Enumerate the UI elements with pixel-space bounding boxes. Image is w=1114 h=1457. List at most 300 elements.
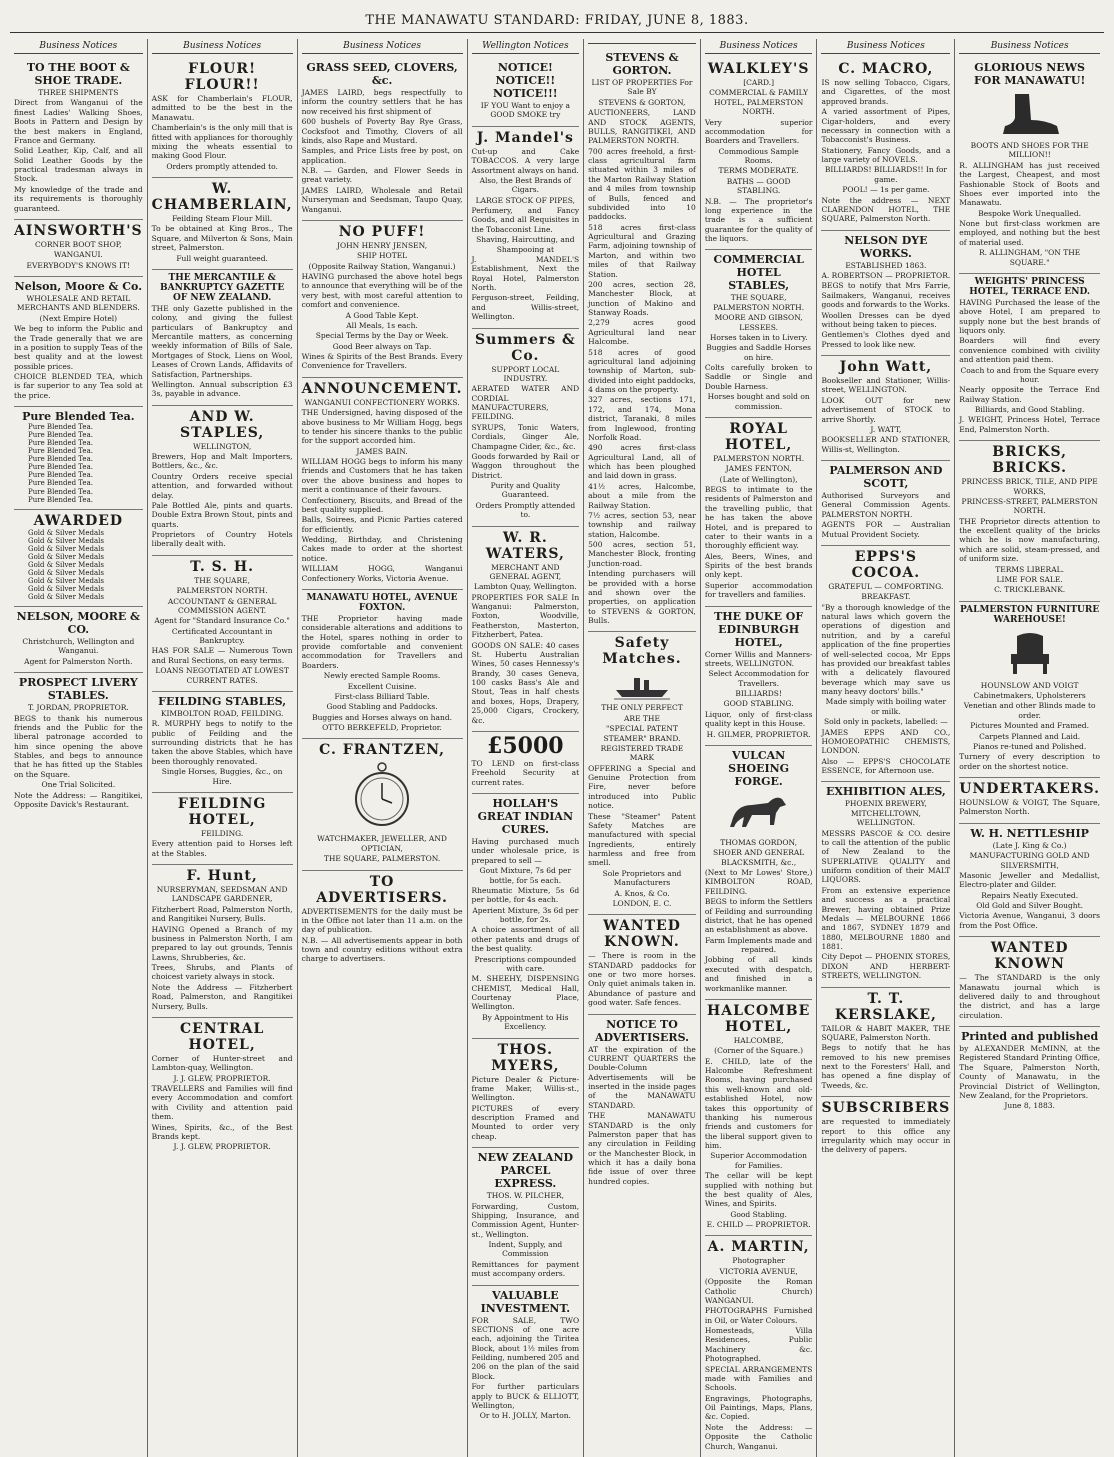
- ad-text: Corner of Hunter-street and Lambton-quay, Wellington.: [151, 1053, 293, 1073]
- ad-text: THE Undersigned, having disposed of the above business to Mr William Hogg, begs to tender his sincere thanks to the public for the support accorded him.: [301, 408, 463, 446]
- ad-text: Single Horses, Buggies, &c., on Hire.: [161, 767, 283, 786]
- ad-title: A. MARTIN,: [707, 1239, 810, 1256]
- ad-repeat-line: Pure Blended Tea.: [28, 479, 93, 488]
- ad-text: Coach to and from the Square every hour.: [960, 365, 1099, 384]
- ad-repeat-line: Pure Blended Tea.: [28, 439, 93, 448]
- column-7: [817, 39, 955, 1457]
- column-heading: Business Notices: [959, 39, 1100, 54]
- ad-title: FEILDING HOTEL,: [177, 795, 267, 828]
- column-6: [701, 39, 818, 1457]
- advertisement: [472, 1286, 580, 1427]
- ad-title: GRASS SEED, CLOVERS, &c.: [306, 61, 458, 87]
- ad-text: GOOD STABLING.: [723, 699, 794, 709]
- advertisement: [302, 871, 463, 970]
- ad-text: Direct from Wanganui of the finest Ladies' Walking Shoes, Boots in Pattern and Design by the best makers in England, France and Germany.: [14, 98, 143, 145]
- ad-text: Authorised Surveyors and General Commission Agents. PALMERSTON NORTH.: [821, 491, 951, 519]
- advertisement: [588, 1015, 696, 1193]
- ad-text: MESSRS PASCOE & CO. desire to call the attention of the public of New Zealand to the SUPERLATIVE QUALITY and uniform condition of their MALT LIQUORS.: [821, 828, 951, 885]
- advertisement: [959, 937, 1100, 1027]
- ad-text: AGENTS FOR — Australian Mutual Provident Society.: [821, 520, 951, 539]
- ad-text: J. J. GLEW, PROPRIETOR.: [173, 1073, 271, 1083]
- ad-text: June 8, 1883.: [1004, 1101, 1055, 1111]
- ad-title: THOS. MYERS,: [491, 1041, 560, 1074]
- ad-text: PALMERSTON NORTH.: [176, 586, 268, 596]
- ad-text: JAMES EPPS AND CO., HOMOEOPATHIC CHEMISTS, LONDON.: [821, 727, 951, 756]
- ad-text: One Trial Solicited.: [41, 780, 116, 790]
- advertisement: [302, 739, 463, 870]
- advertisement: [821, 356, 950, 461]
- ad-text: Ales, Beers, Wines, and Spirits of the best brands only kept.: [704, 551, 813, 580]
- ad-text: N.B. — The proprietor's long experience in the trade is a sufficient guarantee for the quality of the liquors.: [704, 196, 813, 243]
- ad-text: FOR SALE, TWO SECTIONS of one acre each, adjoining the Tiritea Block, about 1½ miles from Feilding, numbered 205 and 206 on the plan of the said Block.: [471, 1315, 580, 1381]
- advertisement: [14, 607, 143, 673]
- ad-title: BRICKS, BRICKS.: [992, 444, 1068, 477]
- ad-text: Made simply with boiling water or milk.: [825, 697, 947, 716]
- column-heading: Wellington Notices: [472, 39, 580, 54]
- ad-text: CORNER BOOT SHOP,: [34, 239, 122, 249]
- ad-text: MERCHANT AND GENERAL AGENT,: [489, 562, 562, 581]
- ad-text: The cellar will be kept supplied with nothing but the best quality of Ales, Wines, and Spirits.: [704, 1171, 813, 1209]
- advertisement: [472, 127, 580, 329]
- ad-text: REGISTERED TRADE MARK: [600, 743, 684, 763]
- ad-text: All Meals, 1s each.: [346, 320, 418, 330]
- ad-title: NELSON, MOORE & CO.: [16, 610, 140, 637]
- ad-title: PROSPECT LIVERY STABLES.: [18, 676, 138, 703]
- column-heading: Business Notices: [705, 39, 813, 54]
- ad-title: FEILDING STABLES,: [158, 694, 287, 708]
- ad-text: THE only Gazette published in the colony, and giving the fullest particulars of Bankruptcy and Mercantile matters, as concerning weekly information of Bills of Sale, Mortgages of Stock, Liens on Wool, Leases of Crown Lands, Affidavits of Satisfaction, Partnerships.: [151, 303, 293, 379]
- ad-title: CENTRAL HOTEL,: [179, 1020, 265, 1053]
- ad-title: WANTED KNOWN: [990, 940, 1069, 973]
- ad-text: OTTO BERKEFELD, Proprietor.: [322, 723, 442, 732]
- ad-text: BEGS to inform the Settlers of Feilding and surrounding district, that he has opened an establishment as above.: [704, 897, 813, 935]
- ad-text: IF YOU Want to enjoy a GOOD SMOKE try: [480, 101, 570, 120]
- advertisement: [959, 824, 1100, 937]
- advertisement: [302, 378, 463, 590]
- advertisement: [14, 673, 143, 815]
- ad-text: J. J. GLEW, PROPRIETOR.: [173, 1142, 271, 1152]
- ad-text: LONDON, E. C.: [612, 898, 672, 908]
- ad-text: STEVENS & GORTON,: [598, 97, 686, 107]
- ad-title: HALCOMBE HOTEL,: [706, 1002, 811, 1035]
- ad-text: JAMES LAIRD, begs respectfully to inform the country settlers that he has now received his first shipment of: [301, 88, 463, 116]
- advertisement: [705, 746, 813, 1000]
- advertisement: [152, 1018, 293, 1158]
- armchair-engraving-icon: [959, 628, 1100, 678]
- ad-text: [CARD.]: [743, 78, 775, 87]
- advertisement: [472, 1039, 580, 1149]
- ad-text: From an extensive experience and success as a practical Brewer, having obtained Prize Medals — MELBOURNE 1866 and 1867, SYDNEY 1879 and 1880, MELBOURNE 1880 and 1881.: [821, 885, 951, 951]
- ad-text: First-class Billiard Table.: [334, 691, 430, 701]
- ad-title: WALKLEY'S: [707, 61, 810, 77]
- ad-text: "By a thorough knowledge of the natural laws which govern the operations of digestion and nutrition, and by a careful application of the fine properties of well-selected cocoa, Mr Epps has provided our breakfast tables with a delicately flavoured beverage which may save us many heavy doctors' bills.": [821, 602, 951, 696]
- advertisement: [705, 418, 813, 607]
- ad-text: Sold only in packets, labelled: —: [823, 717, 948, 727]
- column-3: [298, 39, 468, 1457]
- ad-text: Full weight guaranteed.: [176, 253, 268, 263]
- ad-title: T. S. H.: [190, 558, 255, 575]
- ad-text: PALMERSTON NORTH.: [713, 453, 805, 463]
- ad-text: LIME FOR SALE.: [996, 574, 1063, 584]
- ad-text: THE MANAWATU STANDARD is the only Palmerston paper that has any circulation in Feilding or the Manchester Block, in which it has a daily bona fide issue of over three hundred copies.: [588, 1111, 696, 1186]
- ad-repeat-line: Pure Blended Tea.: [28, 431, 93, 440]
- advertisement: [14, 407, 143, 509]
- ad-text: Perfumery, and Fancy Goods, and all Requisites in the Tobacconist Line.: [471, 206, 580, 234]
- ad-text: HAVING Purchased the lease of the above Hotel, I am prepared to supply none but the best brands of liquors only.: [959, 297, 1100, 335]
- advertisement: [152, 270, 293, 406]
- ad-text: Bespoke Work Unequalled.: [978, 208, 1082, 218]
- ad-text: Samples, and Price Lists free by post, on application.: [301, 146, 463, 165]
- ad-text: Pictures Mounted and Framed.: [970, 721, 1089, 731]
- ad-repeat-line: Gold & Silver Medals: [28, 592, 104, 601]
- ad-text: PRINCESS BRICK, TILE, AND PIPE WORKS,: [961, 477, 1098, 496]
- ad-text: WHOLESALE AND RETAIL MERCHANTS AND BLENDERS.: [16, 294, 140, 313]
- advertisement: [959, 58, 1100, 274]
- ad-title: ANNOUNCEMENT.: [301, 380, 463, 397]
- ad-text: 600 bushels of Poverty Bay Rye Grass, Cocksfoot and Timothy, Clovers of all kinds, also Rape and Mustard.: [301, 117, 463, 145]
- ad-text: Turnery of every description to order on the shortest notice.: [959, 752, 1100, 771]
- ad-title: W. CHAMBERLAIN,: [151, 181, 293, 213]
- ad-text: Feilding Steam Flour Mill.: [172, 214, 273, 223]
- advertisement: [959, 602, 1100, 778]
- ad-text: LOOK OUT for new advertisement of STOCK to arrive Shortly.: [821, 395, 951, 424]
- ad-text: (Next to Mr Lowes' Store,) KIMBOLTON ROAD, FEILDING.: [704, 868, 813, 896]
- ad-text: A varied assortment of Pipes, Cigar-holders, and every necessary in connection with a Tobacconist's Business.: [821, 107, 951, 145]
- pocket-watch-icon: [302, 761, 463, 831]
- ad-text: MOORE AND GIBSON, LESSEES.: [714, 313, 803, 332]
- ad-text: BATHS — GOOD STABLING.: [726, 176, 791, 196]
- ad-text: Superior Accommodation for Families.: [710, 1151, 808, 1170]
- ad-repeat-line: Gold & Silver Medals: [28, 528, 104, 537]
- ad-text: E. CHILD, late of the Halcombe Refreshment Rooms, having purchased this well-known and old-established Hotel, now takes this opportunity of thanking his numerous friends and customers for the liberal support given to him.: [704, 1056, 813, 1150]
- ad-text: (Opposite the Roman Catholic Church) WANGANUI.: [704, 1277, 813, 1305]
- ad-repeat-line: Gold & Silver Medals: [28, 552, 104, 561]
- advertisement: [705, 1236, 813, 1457]
- column-5: [584, 39, 701, 1457]
- ad-text: Agent for "Standard Insurance Co.": [154, 616, 290, 626]
- advertisement: [821, 782, 950, 987]
- ad-title: £5000: [487, 732, 564, 759]
- column-heading: Business Notices: [14, 39, 143, 54]
- advertisement: [821, 231, 950, 356]
- ad-title: THE MERCANTILE & BANKRUPTCY GAZETTE OF NEW ZEALAND.: [160, 272, 285, 303]
- column-1: [10, 39, 148, 1457]
- ad-text: THE SQUARE,: [194, 575, 250, 585]
- advertisement: [14, 220, 143, 277]
- advertisement: [152, 406, 293, 556]
- ad-text: BILLIARDS!: [735, 689, 782, 698]
- ad-text: THE Proprietor having made considerable alterations and additions to the Hotel, spares nothing in order to provide comfortable and convenient accommodation for Travellers and Boarders.: [301, 613, 463, 670]
- ad-text: (Late J. King & Co.): [992, 840, 1067, 850]
- advertisement: [821, 461, 950, 546]
- ad-title: PALMERSON AND SCOTT,: [829, 464, 943, 490]
- ad-text: IS now selling Tobacco, Cigars, and Cigarettes, of the most approved brands.: [821, 78, 951, 106]
- ad-text: LARGE STOCK OF PIPES,: [475, 195, 576, 205]
- ad-text: 200 acres, section 28, Manchester Block, at junction of Makino and Stanway Roads.: [588, 279, 696, 317]
- ad-text: EVERYBODY'S KNOWS IT!: [26, 260, 131, 270]
- ad-text: HAS FOR SALE — Numerous Town and Rural Sections, on easy terms.: [151, 646, 293, 665]
- ad-text: "SPECIAL PATENT STEAMER" BRAND.: [603, 724, 681, 743]
- ad-text: TO LEND on first-class Freehold Security at current rates.: [471, 758, 580, 787]
- ad-text: Repairs Neatly Executed.: [981, 890, 1079, 900]
- ad-text: My knowledge of the trade and its requirements is thoroughly guaranteed.: [14, 184, 143, 213]
- column-2: [148, 39, 298, 1457]
- ad-title: NEW ZEALAND PARCEL EXPRESS.: [477, 1151, 574, 1191]
- ad-title: C. FRANTZEN,: [319, 742, 446, 759]
- column-heading: Business Notices: [152, 39, 293, 54]
- ad-title: HOLLAH'S GREAT INDIAN CURES.: [477, 797, 573, 837]
- ad-text: PICTURES of every description Framed and Mounted to order very cheap.: [471, 1103, 580, 1141]
- ad-title: W. H. NETTLESHIP: [970, 826, 1089, 840]
- ad-text: Orders Promptly attended to.: [475, 500, 576, 520]
- ad-text: by ALEXANDER McMINN, at the Registered Standard Printing Office, The Square, Palmerston North, County of Manawatu, in the Provincial District of Wellington, New Zealand, for the Proprietors.: [959, 1044, 1100, 1100]
- advertisement: [705, 1000, 813, 1237]
- ad-title: EPPS'S COCOA.: [851, 548, 921, 581]
- ad-text: TERMS LIBERAL.: [995, 564, 1064, 574]
- ad-text: City Depot — PHOENIX STORES, DIXON AND HERBERT-STREETS, WELLINGTON.: [821, 952, 951, 981]
- ad-text: Orders promptly attended to.: [166, 161, 278, 171]
- ad-text: WANGANUI.: [53, 250, 103, 260]
- ad-text: Corner Willis and Manners-streets, WELLINGTON.: [704, 649, 813, 668]
- ad-text: Rheumatic Mixture, 5s 6d per bottle, for 4s each.: [471, 885, 580, 905]
- ad-text: Nearly opposite the Terrace End Railway Station.: [959, 385, 1100, 404]
- ad-text: TERMS MODERATE.: [718, 166, 799, 176]
- ad-text: Woollen Dresses can be dyed without being taken to pieces.: [821, 310, 951, 329]
- ad-text: Horses taken in to Livery.: [709, 332, 808, 342]
- ad-text: Picture Dealer & Picture-frame Maker, Willis-st., Wellington.: [471, 1074, 580, 1103]
- ad-text: WILLIAM HOGG begs to inform his many friends and Customers that he has taken over the above business and hopes to merit a continuance of their favours.: [301, 457, 463, 495]
- ad-text: LOANS NEGOTIATED AT LOWEST CURRENT RATES.: [155, 666, 289, 685]
- ad-title: PALMERSTON FURNITURE WAREHOUSE!: [960, 604, 1100, 625]
- advertisement: [588, 632, 696, 915]
- ad-text: AT the expiration of the CURRENT QUARTERS the Double-Column Advertisements will be inserted in the inside pages of the MANAWATU STANDARD.: [588, 1044, 696, 1110]
- ad-text: BOOKSELLER AND STATIONER, Willis-st, Wellington.: [821, 435, 951, 454]
- advertisement: [821, 1097, 950, 1161]
- advertisement: [588, 915, 696, 1014]
- ad-title: NOTICE! NOTICE!! NOTICE!!!: [493, 61, 558, 100]
- ad-text: ADVERTISEMENTS for the daily must be in the Office not later than 11 a.m. on the day of publication.: [301, 906, 463, 935]
- ad-title: F. Hunt,: [186, 868, 258, 884]
- advertisement: [152, 692, 293, 793]
- ad-text: Gentlemen's Clothes dyed and Pressed to look like new.: [821, 330, 951, 349]
- ad-text: 327 acres, sections 171, 172, and 174, Mona district, Taranaki, 8 miles from Inglewood, fronting Norfolk Road.: [588, 395, 696, 442]
- ad-text: Farm Implements made and repaired.: [705, 935, 813, 954]
- advertisement: [14, 510, 143, 607]
- ad-text: TRAVELLERS and Families will find every Accommodation and comfort with Civility and attention paid them.: [151, 1084, 293, 1122]
- ad-title: NO PUFF!: [338, 223, 426, 240]
- ad-repeat-line: Gold & Silver Medals: [28, 584, 104, 593]
- ad-text: Good Stabling and Paddocks.: [326, 702, 438, 712]
- ad-text: H. GILMER, PROPRIETOR.: [706, 729, 811, 739]
- ad-text: Cut-up and Cake TOBACCOS. A very large Assortment always on hand.: [471, 146, 580, 175]
- advertisement: [14, 277, 143, 407]
- ad-text: Cabinetmakers, Upholsterers: [973, 691, 1086, 700]
- ad-text: ESTABLISHED 1863.: [845, 260, 927, 270]
- ad-text: WELLINGTON,: [192, 441, 252, 451]
- column-heading: Business Notices: [302, 39, 463, 54]
- ad-text: Or to H. JOLLY, Marton.: [479, 1411, 571, 1421]
- ad-text: 7½ acres, section 53, near township and railway station, Halcombe.: [588, 510, 696, 539]
- ad-text: THREE SHIPMENTS: [38, 88, 119, 97]
- ad-text: Note the Address: — Opposite the Catholic Church, Wanganui.: [704, 1422, 813, 1451]
- ad-text: Note the address — NEXT CLARENDON HOTEL, THE SQUARE, Palmerston North.: [821, 195, 951, 224]
- ad-text: BILLIARDS! BILLIARDS!! In for game.: [824, 165, 947, 184]
- advertisement: [472, 527, 580, 732]
- ad-title: AND W. STAPLES,: [180, 408, 265, 441]
- ad-text: Forwarding, Custom, Shipping, Insurance, and Commission Agent, Hunter-st., Wellington.: [471, 1201, 580, 1239]
- ad-text: Also — EPPS'S CHOCOLATE ESSENCE, for Afternoon use.: [821, 756, 951, 775]
- ad-text: Certificated Accountant in Bankruptcy.: [171, 626, 273, 645]
- ad-text: Confectionery, Biscuits, and Bread of the best quality supplied.: [301, 495, 463, 514]
- ad-text: Note the Address — Fitzherbert Road, Palmerston, and Rangitikei Nursery, Bulls.: [151, 982, 293, 1011]
- ad-text: Bookseller and Stationer, Willis-street, WELLINGTON.: [821, 376, 951, 395]
- ad-text: 500 acres, section 51, Manchester Block, fronting Junction-road.: [588, 540, 696, 568]
- ad-text: THE ONLY PERFECT: [601, 703, 683, 713]
- ad-text: 490 acres first-class Agricultural Land, all of which has been ploughed and laid down in grass.: [588, 443, 696, 481]
- ad-text: BOOTS AND SHOES FOR THE MILLION!!: [970, 141, 1089, 160]
- ad-text: Proprietors of Country Hotels liberally dealt with.: [151, 530, 293, 549]
- ad-text: (Opposite Railway Station, Wanganui.): [308, 261, 456, 271]
- ad-text: C. TRICKLEBANK.: [994, 585, 1066, 595]
- advertisement: [472, 329, 580, 527]
- ad-text: We beg to inform the Public and the Trade generally that we are in a position to supply Teas of the best quality and at the lowest possible prices.: [14, 324, 143, 371]
- ad-text: Fitzherbert Road, Palmerston North, and Rangitikei Nursery, Bulls.: [151, 904, 293, 924]
- ad-text: HAVING Opened a Branch of my business in Palmerston North, I am prepared to lay out grounds, Tennis Lawns, Shrubberies, &c.: [151, 924, 293, 962]
- ad-text: Superior accommodation for travellers and families.: [704, 580, 813, 600]
- ad-text: A. Knos, & Co.: [614, 888, 670, 898]
- ad-title: Pure Blended Tea.: [22, 410, 135, 424]
- ad-text: Wellington. Annual subscription £3 3s, payable in advance.: [151, 379, 293, 399]
- ad-title: STEVENS & GORTON.: [605, 51, 679, 77]
- ad-text: THE Proprietor directs attention to the excellent quality of the bricks which he is now manufacturing, which are solid, steam-pressed, and of uniform size.: [959, 516, 1100, 564]
- ad-text: OFFERING a Special and Genuine Protection from Fire, never before introduced into Public notice.: [588, 763, 696, 811]
- advertisement: [152, 58, 293, 178]
- ad-text: (Next Empire Hotel): [39, 313, 118, 323]
- ad-text: LIST OF PROPERTIES For Sale BY: [591, 78, 693, 97]
- ad-title: FLOUR! FLOUR!!: [184, 61, 260, 93]
- ad-repeat-line: Pure Blended Tea.: [28, 487, 93, 496]
- ad-title: MANAWATU HOTEL, AVENUE FOXTON.: [306, 592, 458, 613]
- ad-text: ASK for Chamberlain's FLOUR, admitted to be the best in the Manawatu.: [151, 94, 293, 122]
- ad-text: Goods forwarded by Rail or Waggon throughout the District.: [471, 451, 580, 480]
- ad-title: Printed and published: [961, 1030, 1099, 1043]
- advertisement: [472, 58, 580, 127]
- ad-title: WEIGHTS' PRINCESS HOTEL, TERRACE END.: [969, 276, 1091, 297]
- ad-title: T. T. KERSLAKE,: [834, 990, 937, 1023]
- ad-text: Jobbing of all kinds executed with despatch, and finished in a workmanlike manner.: [704, 955, 813, 993]
- ad-title: EXHIBITION ALES,: [826, 785, 946, 799]
- ad-repeat-line: Pure Blended Tea.: [28, 495, 93, 504]
- masthead: [10, 8, 1104, 33]
- steamer-ship-icon: [588, 670, 696, 700]
- ad-text: Gout Mixture, 7s 6d per bottle, for 5s each.: [479, 866, 572, 885]
- advertisement: [821, 546, 950, 783]
- ad-text: JOHN HENRY JENSEN,: [336, 240, 428, 250]
- ad-text: COMMERCIAL & FAMILY HOTEL, PALMERSTON NORTH.: [709, 88, 809, 117]
- ad-text: Commodious Sample Rooms.: [718, 146, 799, 165]
- ad-repeat-line: Pure Blended Tea.: [28, 471, 93, 480]
- ad-title: TO THE BOOT & SHOE TRADE.: [26, 61, 130, 87]
- ad-title: NOTICE TO ADVERTISERS.: [595, 1017, 689, 1044]
- ad-text: MANUFACTURING GOLD AND SILVERSMITH,: [969, 851, 1090, 870]
- ad-repeat-line: Pure Blended Tea.: [28, 463, 93, 472]
- ad-text: AUCTIONEERS, LAND AND STOCK AGENTS, BULLS, RANGITIKEI, AND PALMERSTON NORTH.: [588, 108, 696, 146]
- ad-text: Agent for Palmerston North.: [24, 656, 133, 666]
- ad-text: THE SQUARE, PALMERSTON.: [323, 854, 441, 864]
- ad-title: COMMERCIAL HOTEL STABLES,: [713, 253, 804, 293]
- ad-text: Stationery, Fancy Goods, and a large variety of NOVELS.: [821, 145, 951, 164]
- column-4: [468, 39, 585, 1457]
- ad-text: SHOER AND GENERAL BLACKSMITH, &c.,: [713, 848, 805, 867]
- ad-text: Pale Bottled Ale, pints and quarts. Double Extra Brown Stout, pints and quarts.: [151, 500, 293, 529]
- ad-text: Sole Proprietors and Manufacturers: [602, 868, 682, 888]
- advertisement: [705, 607, 813, 746]
- ad-text: JAMES FENTON,: [725, 464, 792, 474]
- ad-text: N.B. — All advertisements appear in both town and country editions without extra charge to advertisers.: [301, 935, 463, 964]
- ad-text: J. WEIGHT, Princess Hotel, Terrace End, Palmerston North.: [959, 415, 1100, 434]
- ad-title: C. MACRO,: [838, 61, 934, 77]
- ad-text: TAILOR & HABIT MAKER, THE SQUARE, Palmerston North.: [821, 1023, 951, 1042]
- ad-title: ROYAL HOTEL,: [725, 420, 793, 453]
- ad-text: Wines & Spirits of the Best Brands. Every Convenience for Travellers.: [301, 352, 463, 371]
- ad-text: Boarders will find every convenience combined with civility and attention paid them.: [959, 336, 1100, 365]
- ad-text: Billiards, and Good Stabling.: [974, 405, 1085, 414]
- column-8: [955, 39, 1104, 1457]
- ad-text: BEGS to notify that Mrs Farrie, Sailmakers, Wanganui, receives goods and forwards to the Works.: [821, 281, 951, 310]
- ad-text: Having purchased much under wholesale price, is prepared to sell —: [471, 837, 580, 865]
- ad-text: Masonic Jeweller and Medallist, Electro-plater and Gilder.: [959, 870, 1100, 890]
- columns-grid: [10, 39, 1104, 1451]
- ad-text: HOUNSLOW AND VOIGT: [980, 680, 1079, 690]
- ad-text: 2,279 acres good Agricultural land near Halcombe.: [588, 318, 696, 347]
- ad-title: THE DUKE OF EDINBURGH HOTEL,: [714, 609, 804, 649]
- ad-text: SPECIAL ARRANGEMENTS made with Families and Schools.: [704, 1364, 813, 1393]
- ad-text: Balls, Soirees, and Picnic Parties catered for efficiently.: [301, 515, 463, 534]
- ad-text: PHOENIX BREWERY, MITCHELLTOWN, WELLINGTON.: [844, 799, 927, 828]
- ad-text: FEILDING.: [200, 828, 244, 838]
- ad-text: Prescriptions compounded with care.: [474, 954, 577, 973]
- advertisement: [472, 794, 580, 1039]
- ad-text: Old Gold and Silver Bought.: [976, 901, 1084, 910]
- ad-repeat-line: Gold & Silver Medals: [28, 560, 104, 569]
- ad-text: ARE THE: [624, 713, 660, 723]
- ad-text: Buggies and Saddle Horses on hire.: [706, 343, 811, 362]
- advertisement: [959, 1027, 1100, 1117]
- ad-text: Engravings, Photographs, Oil Paintings, Maps, Plans, &c. Copied.: [704, 1393, 813, 1422]
- ad-text: Purity and Quality Guaranteed.: [490, 481, 561, 500]
- ad-text: Venetian and other Blinds made to order.: [963, 701, 1096, 720]
- ad-title: Nelson, Moore & Co.: [14, 280, 143, 293]
- ad-title: NELSON DYE WORKS.: [844, 233, 928, 260]
- ad-text: Shaving, Haircutting, and Shampooing at: [476, 235, 575, 254]
- advertisement: [302, 590, 463, 740]
- advertisement: [302, 221, 463, 378]
- ad-text: R. ALLINGHAM has just received the Largest, Cheapest, and most Fashionable Stock of Boots and Shoes ever imported into the Manawatu.: [959, 160, 1100, 208]
- ad-text: WILLIAM HOGG, Wanganui Confectionery Works, Victoria Avenue.: [301, 564, 463, 583]
- ad-text: NURSERYMAN, SEEDSMAN AND LANDSCAPE GARDENER,: [156, 885, 288, 904]
- advertisement: [705, 250, 813, 418]
- ad-title: GLORIOUS NEWS FOR MANAWATU!: [973, 61, 1086, 87]
- ad-text: BEGS to intimate to the residents of Palmerston and the travelling public, that he has taken the above Hotel, and is prepared to cater to their wants in a thoroughly efficient way.: [704, 485, 813, 551]
- ad-text: Every attention paid to Horses left at the Stables.: [151, 839, 293, 858]
- ad-repeat-line: Gold & Silver Medals: [28, 536, 104, 545]
- ad-text: Ferguson-street, Feilding, and Willis-street, Wellington.: [471, 293, 580, 322]
- ad-text: 41½ acres, Halcombe, about a mile from the Railway Station.: [588, 481, 696, 510]
- ad-text: Good Beer always on Tap.: [332, 341, 432, 351]
- ad-text: SHIP HOTEL: [356, 251, 408, 261]
- ad-text: Intending purchasers will be provided with a horse and shown over the properties, on application to STEVENS & GORTON, Bulls.: [588, 569, 696, 625]
- ad-text: J. MANDEL'S Establishment, Next the Royal Hotel, Palmerston North.: [471, 254, 580, 292]
